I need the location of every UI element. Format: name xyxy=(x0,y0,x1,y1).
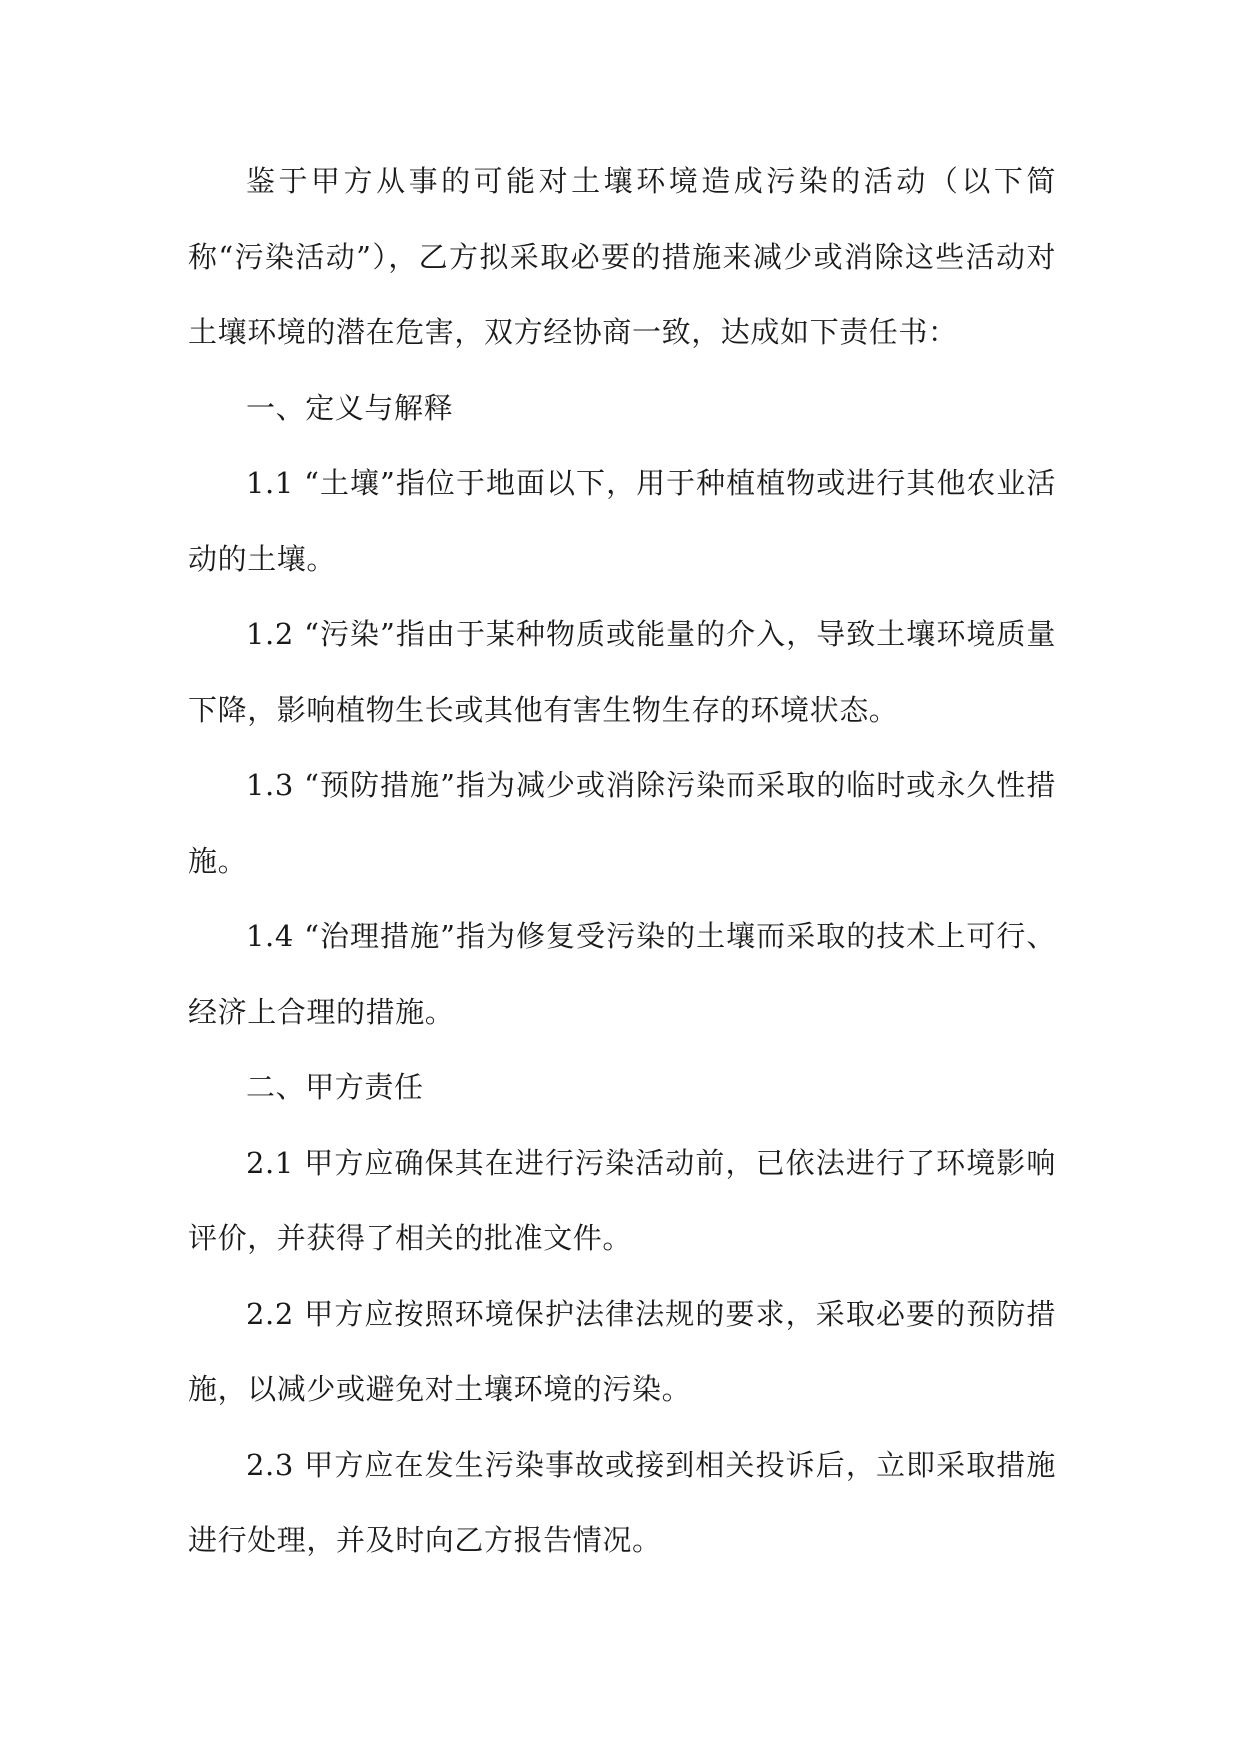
clause-2-2: 2.2 甲方应按照环境保护法律法规的要求，采取必要的预防措施，以减少或避免对土壤环境的污染。 xyxy=(188,1296,1056,1406)
section-heading-definitions: 一、定义与解释 xyxy=(246,390,454,425)
intro-paragraph: 鉴于甲方从事的可能对土壤环境造成污染的活动（以下简称“污染活动”），乙方拟采取必要的措施来减少或消除这些活动对土壤环境的潜在危害，双方经协商一致，达成如下责任书： xyxy=(188,164,1056,349)
clause-1-1: 1.1 “土壤”指位于地面以下，用于种植植物或进行其他农业活动的土壤。 xyxy=(188,466,1056,576)
section-heading-party-a: 二、甲方责任 xyxy=(246,1070,424,1104)
clause-2-1: 2.1 甲方应确保其在进行污染活动前，已依法进行了环境影响评价，并获得了相关的批准文件。 xyxy=(188,1145,1056,1255)
clause-2-3: 2.3 甲方应在发生污染事故或接到相关投诉后，立即采取措施进行处理，并及时向乙方报告情况。 xyxy=(188,1447,1056,1557)
clause-1-3: 1.3 “预防措施”指为减少或消除污染而采取的临时或永久性措施。 xyxy=(188,768,1056,878)
clause-1-2: 1.2 “污染”指由于某种物质或能量的介入，导致土壤环境质量下降，影响植物生长或其他有害生物生存的环境状态。 xyxy=(188,617,1056,727)
clause-1-4: 1.4 “治理措施”指为修复受污染的土壤而采取的技术上可行、经济上合理的措施。 xyxy=(188,919,1056,1029)
document-body xyxy=(188,144,1056,1579)
